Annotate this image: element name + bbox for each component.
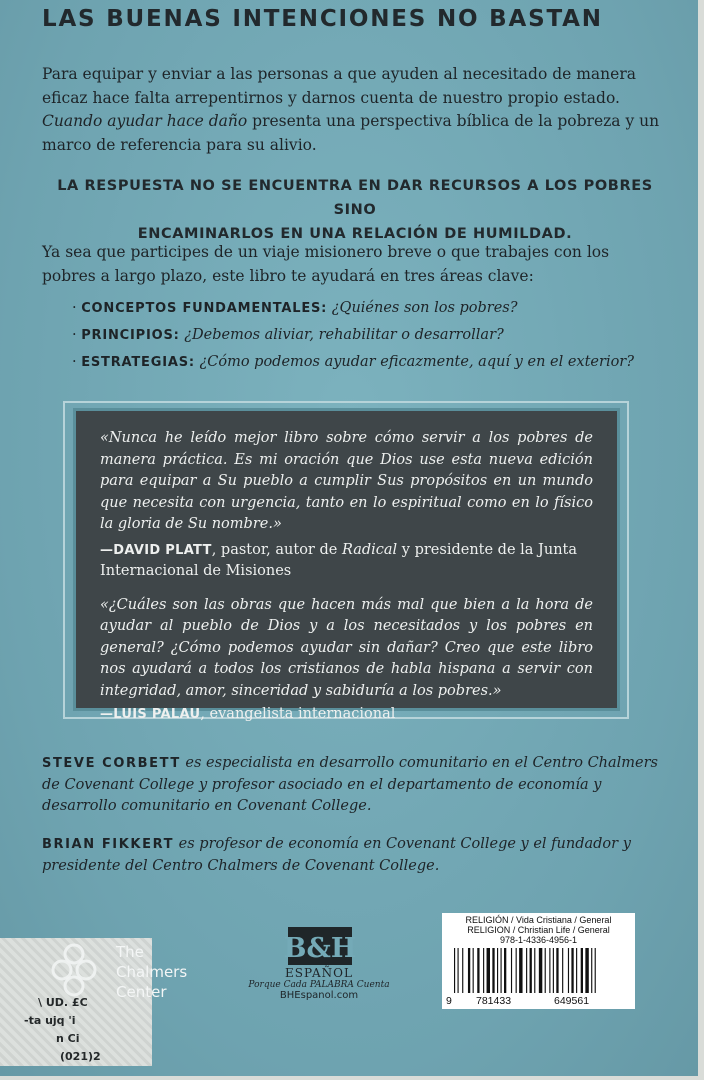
endorsement-attribution xyxy=(100,704,593,726)
barcode-bar xyxy=(501,948,502,993)
barcode-digit-first: 9 xyxy=(446,995,452,1007)
cover-heading: LAS BUENAS INTENCIONES NO BASTAN xyxy=(42,6,603,32)
endorsement-attribution xyxy=(100,540,593,583)
key-area-label: ESTRATEGIAS: xyxy=(81,355,195,370)
sticker-text: n Ci xyxy=(56,1032,80,1045)
intro-book-title: Cuando ayudar hace daño xyxy=(42,112,248,130)
bisac-category: RELIGION / Christian Life / General xyxy=(467,925,610,935)
endorser-role: , evangelista internacional xyxy=(200,706,396,722)
lead-paragraph: Ya sea que participes de un viaje misionero breve o que trabajes con los pobres a largo plazo, este libro te ayudará en tres áreas clave: xyxy=(42,243,610,285)
barcode-bar xyxy=(519,948,522,993)
chalmers-center-logo xyxy=(46,940,116,1000)
barcode-bar xyxy=(585,948,588,993)
intro-text-1: Para equipar y enviar a las personas a que ayuden al necesitado de manera eficaz hace falta arrepentirnos y darnos cuenta de nuestro propio estado. xyxy=(42,65,636,107)
barcode-bar xyxy=(576,948,577,993)
bisac-category: RELIGIÓN / Vida Cristiana / General xyxy=(465,915,612,925)
endorsement-quote: «Nunca he leído mejor libro sobre cómo servir a los pobres de manera práctica. Es mi oración que Dios use esta nueva edición para equipar a Su pueblo a cumplir Sus propósitos en un mundo que necesita con urgencia, tanto en lo espiritual como en lo físico la gloria de Su nombre.» xyxy=(100,430,593,532)
barcode-bar xyxy=(497,948,498,993)
barcode-bar xyxy=(568,948,569,993)
barcode-bar xyxy=(591,948,592,993)
publisher-url: BHEspanol.com xyxy=(279,990,359,1001)
key-area-question: ¿Debemos aliviar, rehabilitar o desarrollar? xyxy=(184,327,504,343)
barcode-bar xyxy=(581,948,583,993)
tagline-line-1: LA RESPUESTA NO SE ENCUENTRA EN DAR RECURSOS A LOS POBRES SINO xyxy=(57,178,653,218)
author-bio-text: es profesor de economía en Covenant College y el fundador y presidente del Centro Chalmers de Covenant College. xyxy=(42,836,631,874)
barcode-bar xyxy=(468,948,470,993)
barcode-bar xyxy=(530,948,532,993)
sticker-text: -ta ujq 'i xyxy=(24,1014,76,1027)
key-area-question: ¿Cómo podemos ayudar eficazmente, aquí y en el exterior? xyxy=(199,354,635,370)
barcode-bar xyxy=(556,948,558,993)
endorsement-box xyxy=(76,411,617,722)
sticker-text: (021)2 xyxy=(60,1050,101,1063)
barcode-bar xyxy=(487,948,490,993)
publisher-block xyxy=(246,966,392,1001)
barcode-bar xyxy=(526,948,527,993)
key-areas-list xyxy=(72,300,682,381)
barcode-bar xyxy=(477,948,479,993)
intro-paragraph xyxy=(42,63,664,157)
barcode-bar xyxy=(504,948,506,993)
barcode-digits-left: 781433 xyxy=(476,995,512,1007)
endorser-role: , pastor, autor de xyxy=(211,541,342,558)
barcode-bar xyxy=(454,948,455,993)
barcode-bar xyxy=(458,948,459,993)
sticker-text: \ UD. £C xyxy=(38,996,88,1009)
key-area-item: · PRINCIPIOS: ¿Debemos aliviar, rehabilitar o desarrollar? xyxy=(72,327,504,343)
barcode-bar xyxy=(534,948,535,993)
key-area-label: CONCEPTOS FUNDAMENTALES: xyxy=(81,301,328,316)
publisher-motto: Porque Cada PALABRA Cuenta xyxy=(248,980,390,990)
author-name: BRIAN FIKKERT xyxy=(42,837,175,852)
bh-logo-text: B&H xyxy=(283,933,357,964)
author-bio xyxy=(42,834,662,877)
key-area-item: · ESTRATEGIAS: ¿Cómo podemos ayudar eficazmente, aquí y en el exterior? xyxy=(72,354,635,370)
isbn-number: 978-1-4336-4956-1 xyxy=(499,935,578,945)
intro-text-2: presenta una perspectiva bíblica de la pobreza y un marco de referencia para su alivio. xyxy=(42,112,660,154)
barcode-bar xyxy=(553,948,554,993)
tagline xyxy=(38,174,672,246)
endorsement-quote: «¿Cuáles son las obras que hacen más mal que bien a la hora de ayudar al pueblo de Dios y a los necesitados y los pobres en general? ¿Cómo podemos ayudar sin dañar? Creo que este libro nos ayudará a todos los cristianos de habla hispana a servir con integridad, amor, sinceridad y sabiduría a los pobres.» xyxy=(100,596,593,699)
barcode-bar xyxy=(562,948,563,993)
author-bio-text: es especialista en desarrollo comunitario en el Centro Chalmers de Covenant College y profesor asociado en el departamento de economía y desarrollo comunitario en Covenant College. xyxy=(42,755,659,814)
barcode-bar xyxy=(473,948,474,993)
author-name: STEVE CORBETT xyxy=(42,756,181,771)
endorser-name: —LUIS PALAU xyxy=(100,707,201,722)
key-area-item: · CONCEPTOS FUNDAMENTALES: ¿Quiénes son los pobres? xyxy=(72,300,518,316)
key-area-question: ¿Quiénes son los pobres? xyxy=(331,300,518,316)
barcode-bar xyxy=(492,948,494,993)
barcode-bars xyxy=(454,948,624,993)
barcode-bar xyxy=(539,948,542,993)
key-area-label: PRINCIPIOS: xyxy=(81,328,180,343)
chalmers-line: Center xyxy=(116,983,167,1001)
bh-publisher-logo xyxy=(283,927,357,965)
endorser-role-cont: y presidente de la Junta Internacional de Misiones xyxy=(100,541,577,579)
barcode-digits-right: 649561 xyxy=(554,995,590,1007)
barcode-bar xyxy=(545,948,546,993)
endorser-book: Radical xyxy=(341,541,398,558)
barcode-bar xyxy=(571,948,573,993)
barcode-bar xyxy=(462,948,463,993)
barcode-bar xyxy=(516,948,517,993)
chalmers-line: The xyxy=(116,943,144,961)
isbn-barcode-label xyxy=(442,913,635,1009)
publisher-espanol: ESPAÑOL xyxy=(285,966,353,980)
chalmers-line: Chalmers xyxy=(116,963,188,981)
barcode-bar xyxy=(549,948,550,993)
endorser-name: —DAVID PLATT xyxy=(100,542,212,558)
chalmers-center-name xyxy=(116,942,187,1002)
tagline-line-2: ENCAMINARLOS EN UNA RELACIÓN DE HUMILDAD. xyxy=(137,226,573,242)
barcode-bar xyxy=(511,948,512,993)
barcode-bar xyxy=(595,948,596,993)
barcode-bar xyxy=(483,948,484,993)
author-bio xyxy=(42,753,662,818)
